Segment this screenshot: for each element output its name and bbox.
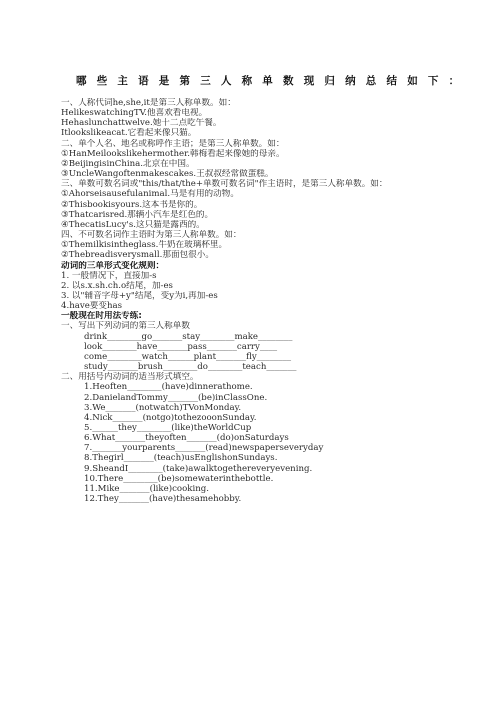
text-line: 5.______they________(like)theWorldCup xyxy=(84,423,252,433)
text-line: 2.DanielandTommy_______(be)inClassOne. xyxy=(84,392,268,403)
text-line: 9.SheandI________(take)awalktogethereveryevening. xyxy=(84,463,313,474)
text-line: ①Themilkisintheglass.牛奶在玻璃杯里。 xyxy=(61,240,228,251)
text-line: 三、单数可数名词或"this/that/the+单数可数名词"作主语时，是第三人称单数。如： xyxy=(61,179,388,190)
text-line: 4.have要变has xyxy=(61,301,123,312)
text-line: ①Ahorseisausefulanimal.马是有用的动物。 xyxy=(61,189,239,200)
text-line: HelikeswatchingTV.他喜欢看电视。 xyxy=(61,108,208,119)
text-line: 二、单个人名、地名或称呼作主语；是第三人称单数。如： xyxy=(61,138,285,149)
text-line: ①HanMeilookslikehermother.韩梅看起来像她的母亲。 xyxy=(61,148,285,159)
text-line: 四、不可数名词作主语时为第三人称单数。如： xyxy=(61,230,242,241)
text-line: ③UncleWangoftenmakescakes.王叔叔经常做蛋糕。 xyxy=(61,169,274,180)
text-line: 11.Mike_______(like)cooking. xyxy=(84,483,209,494)
text-line: 一、写出下列动词的第三人称单数 xyxy=(61,321,190,332)
text-line: ②BeijingisinChina.北京在中国。 xyxy=(61,158,195,169)
text-line: Itlookslikeacat.它看起来像只猫。 xyxy=(61,128,197,139)
text-line: 动词的三单形式变化规则： xyxy=(61,260,165,271)
text-line: 3. 以"辅音字母+y"结尾，变y为i,再加-es xyxy=(61,290,218,301)
page-title: 哪些主语是第三人称单数现归纳总结如下： xyxy=(76,75,470,87)
document-body xyxy=(61,98,486,504)
text-line: ③Thatcarisred.那辆小汽车是红色的。 xyxy=(61,209,214,220)
text-line: study_______brush________do________teach_______ xyxy=(84,362,297,373)
text-line: ④ThecatisLucy's.这只猫是露西的。 xyxy=(61,219,205,230)
text-line: 7._______yourparents_______(read)newspaperseveryday xyxy=(84,443,324,454)
text-line: drink________go_______stay________make________ xyxy=(84,331,293,342)
text-line: 二、用括号内动词的适当形式填空。 xyxy=(61,372,199,383)
text-line: 8.Thegirl_______(teach)usEnglishonSundays. xyxy=(84,453,278,464)
text-line: 3.We_______(notwatch)TVonMonday. xyxy=(84,402,242,413)
text-line: 10.There________(be)somewaterinthebottle. xyxy=(84,473,274,484)
text-line: Hehaslunchattwelve.她十二点吃午餐。 xyxy=(61,118,222,129)
text-line: come________watch______plant_______fly________ xyxy=(84,351,292,362)
text-line: look________have_______pass_______carry____ xyxy=(84,341,278,352)
text-line: 1.Heoften________(have)dinnerathome. xyxy=(84,382,253,393)
text-line: 6.What_______theyoften_______(do)onSaturdays xyxy=(84,433,289,444)
text-line: 4.Nick_______(notgo)tothezooonSunday. xyxy=(84,412,257,423)
text-line: 2. 以s.x.sh.ch.o结尾，加-es xyxy=(61,280,173,291)
text-line: 一、人称代词he,she,it是第三人称单数。如： xyxy=(61,98,236,108)
text-line: ②Thisbookisyours.这本书是你的。 xyxy=(61,199,203,210)
text-line: ②Thebreadisverysmall.那面包很小。 xyxy=(61,250,214,261)
text-line: 一般现在时用法专练: xyxy=(61,311,142,322)
text-line: 12.They_______(have)thesamehobby. xyxy=(84,494,242,505)
text-line: 1. 一般情况下，直接加-s xyxy=(61,270,157,281)
